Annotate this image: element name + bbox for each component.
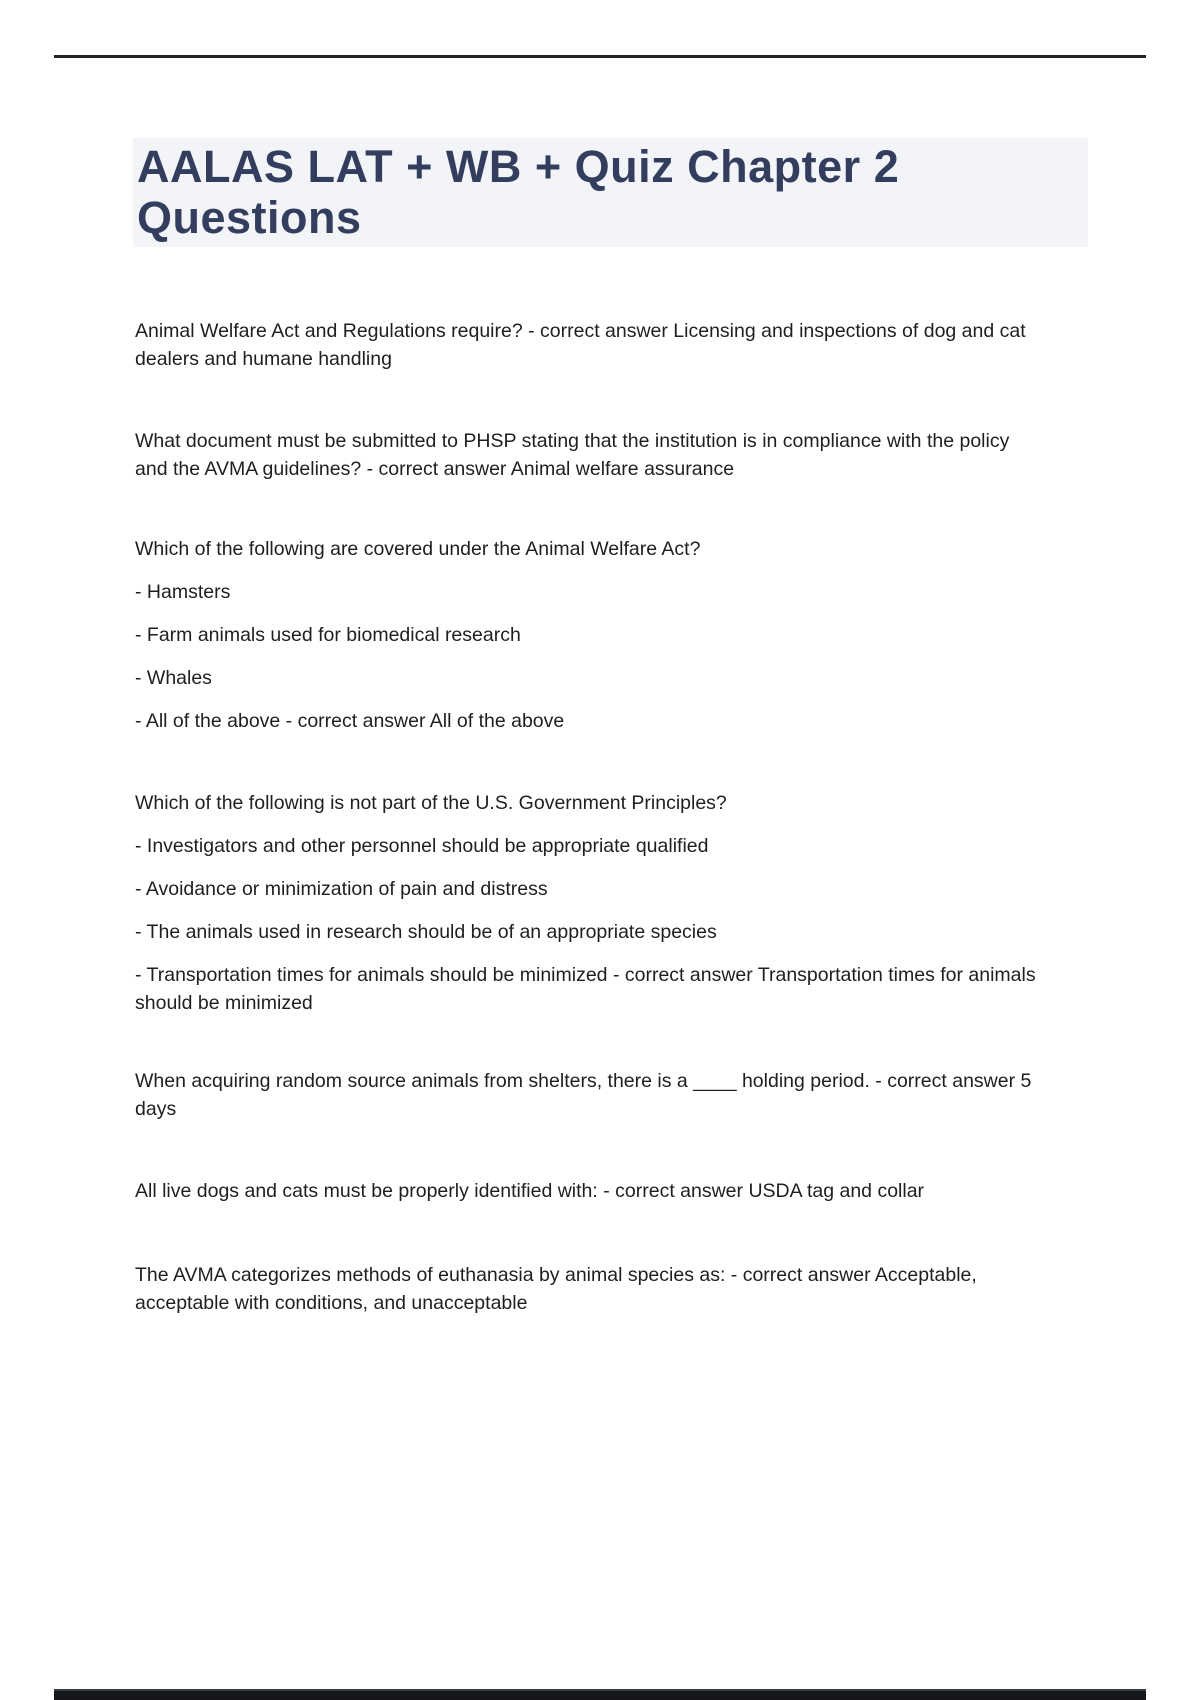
qa-text-line: and the AVMA guidelines? - correct answer Animal welfare assurance <box>135 458 735 480</box>
option-text-line: - Transportation times for animals should be minimized - correct answer Transportation times for animals <box>135 964 1036 986</box>
bottom-page-bar <box>54 1689 1146 1700</box>
question-paragraph <box>135 535 1115 563</box>
qa-paragraph <box>135 1177 1115 1205</box>
option-item <box>135 664 1115 692</box>
option-item <box>135 578 1115 606</box>
qa-paragraph <box>135 1261 1115 1317</box>
qa-block-6 <box>135 1177 1115 1205</box>
qa-paragraph <box>135 317 1115 373</box>
option-text-line: - Investigators and other personnel should be appropriate qualified <box>135 835 709 857</box>
option-text-line: - All of the above - correct answer All of the above <box>135 710 565 732</box>
qa-text-line: Animal Welfare Act and Regulations require? - correct answer Licensing and inspections of dog and cat <box>135 320 1026 342</box>
qa-block-1 <box>135 317 1115 373</box>
qa-block-5 <box>135 1067 1115 1123</box>
option-text-line: - Hamsters <box>135 581 231 603</box>
option-item <box>135 707 1115 735</box>
option-text-line: - Avoidance or minimization of pain and distress <box>135 878 548 900</box>
option-item <box>135 918 1115 946</box>
question-paragraph <box>135 789 1115 817</box>
qa-block-2 <box>135 427 1115 483</box>
qa-paragraph <box>135 1067 1115 1123</box>
question-text: Which of the following is not part of the U.S. Government Principles? <box>135 792 727 814</box>
qa-text-line: All live dogs and cats must be properly identified with: - correct answer USDA tag and collar <box>135 1180 925 1202</box>
qa-text-line: When acquiring random source animals from shelters, there is a ____ holding period. - correct answer 5 <box>135 1070 1032 1092</box>
option-text-line: - Whales <box>135 667 212 689</box>
qa-text-line: The AVMA categorizes methods of euthanasia by animal species as: - correct answer Acceptable, <box>135 1264 977 1286</box>
qa-text-line: What document must be submitted to PHSP stating that the institution is in compliance with the policy <box>135 430 1010 452</box>
qa-text-line: days <box>135 1098 177 1120</box>
option-text-line: should be minimized <box>135 992 313 1014</box>
qa-block-7 <box>135 1261 1115 1317</box>
qa-block-4 <box>135 789 1115 1017</box>
option-text-line: - Farm animals used for biomedical research <box>135 624 521 646</box>
option-item <box>135 961 1115 1017</box>
qa-text-line: dealers and humane handling <box>135 348 392 370</box>
qa-paragraph <box>135 427 1115 483</box>
option-item <box>135 621 1115 649</box>
option-item <box>135 875 1115 903</box>
qa-text-line: acceptable with conditions, and unacceptable <box>135 1292 528 1314</box>
title-highlight-block <box>133 138 1088 247</box>
option-text-line: - The animals used in research should be of an appropriate species <box>135 921 717 943</box>
top-rule <box>54 55 1146 58</box>
question-text: Which of the following are covered under the Animal Welfare Act? <box>135 538 701 560</box>
page-title-line-1: AALAS LAT + WB + Quiz Chapter 2 <box>137 141 900 192</box>
option-item <box>135 832 1115 860</box>
page-title-line-2: Questions <box>137 192 362 243</box>
qa-block-3 <box>135 535 1115 735</box>
